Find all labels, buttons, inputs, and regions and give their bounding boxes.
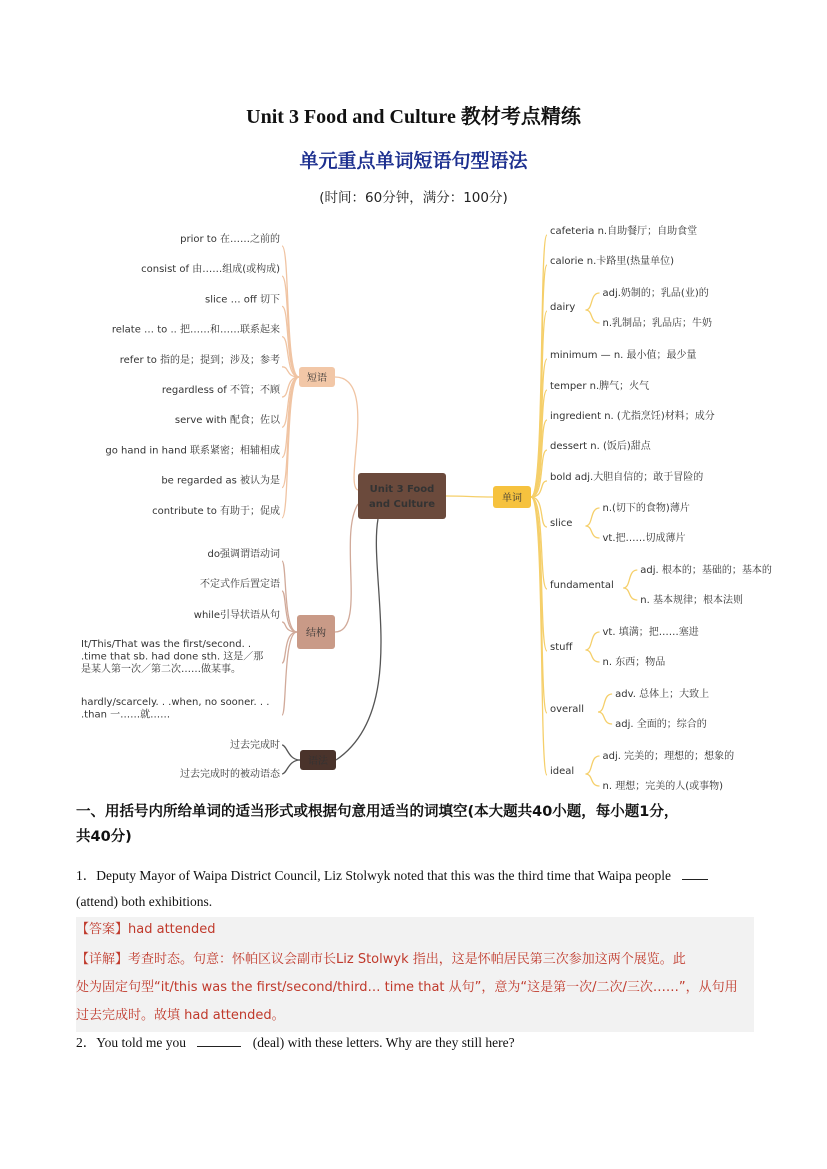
structure-item: .than 一……就……: [81, 709, 171, 721]
word-item: fundamental: [550, 580, 614, 591]
word-sub-item: vt. 填满；把……塞进: [602, 627, 699, 638]
word-sub-item: n. 东西；物品: [602, 657, 666, 668]
central-topic-label: Unit 3 Food: [369, 484, 435, 495]
section-heading: [76, 800, 756, 850]
word-item: cafeteria n.自助餐厅；自助食堂: [550, 226, 698, 237]
question-1-text: 1．Deputy Mayor of Waipa District Council, Liz Stolwyk noted that this was the third time that Waipa people: [76, 868, 671, 883]
question-1: [76, 862, 756, 889]
question-2-prefix: 2．You told me you: [76, 1035, 187, 1050]
grammar-node-label: 语法: [308, 756, 328, 767]
word-sub-connector: [586, 526, 600, 538]
word-sub-item: adj.奶制的；乳品(业)的: [602, 288, 709, 299]
phrase-item: serve with 配食；佐以: [174, 415, 280, 427]
structure-item: It/This/That was the first/second. .: [81, 639, 252, 650]
word-item: overall: [550, 704, 584, 715]
phrase-item: refer to 指的是；提到；涉及；参考: [119, 354, 280, 366]
word-sub-item: n. 理想；完美的人(或事物): [602, 781, 723, 792]
word-sub-connector: [586, 508, 600, 526]
explanation-line-1: 考查时态。句意：怀帕区议会副市长Liz Stolwyk 指出，这是怀帕居民第三次参加这两个展览。此: [128, 952, 686, 967]
answer-text: had attended: [128, 922, 216, 937]
section-heading-line-1: 一、用括号内所给单词的适当形式或根据句意用适当的词填空(本大题共40小题，每小题1分，: [76, 804, 679, 820]
word-sub-item: adj. 完美的；理想的；想象的: [602, 751, 735, 762]
word-item: stuff: [550, 642, 573, 653]
word-sub-connector: [586, 293, 600, 310]
section-heading-line-2: 共40分): [76, 829, 132, 845]
structure-item: hardly/scarcely. . .when, no sooner. . .: [81, 697, 270, 708]
word-sub-item: n. 基本规律；根本法则: [640, 595, 744, 606]
word-item: slice: [550, 518, 573, 529]
word-sub-connector: [623, 570, 637, 588]
word-sub-connector: [586, 632, 600, 650]
word-item: temper n.脾气；火气: [550, 381, 650, 392]
explanation-line-3: 过去完成时。故填 had attended。: [76, 1008, 285, 1023]
word-sub-item: adv. 总体上；大致上: [615, 689, 710, 700]
explanation-tag: 【详解】: [76, 952, 129, 967]
word-item: calorie n.卡路里(热量单位): [550, 256, 675, 267]
word-sub-connector: [598, 694, 612, 712]
structure-connector: [282, 632, 297, 715]
document-subtitle: 单元重点单词短语句型语法: [299, 150, 528, 172]
phrase-item: be regarded as 被认为是: [161, 475, 280, 487]
grammar-item: 过去完成时: [230, 740, 280, 751]
central-topic-node: [358, 473, 446, 519]
phrase-item: slice … off 切下: [205, 294, 280, 306]
word-item: dessert n. (饭后)甜点: [550, 441, 651, 452]
structures-branch-line: [335, 504, 358, 632]
word-sub-item: n.乳制品；乳品店；牛奶: [602, 318, 713, 329]
word-sub-item: adj. 全面的；综合的: [615, 719, 707, 730]
question-2-suffix: (deal) with these letters. Why are they still here?: [252, 1035, 515, 1050]
explanation: [76, 946, 752, 1030]
phrases-branch-line: [335, 377, 358, 490]
answer-blank[interactable]: [197, 1032, 241, 1047]
structure-item: 是某人第一次／第二次……做某事。: [81, 664, 241, 675]
structure-item: .time that sb. had done sth. 这是／那: [81, 651, 264, 663]
word-sub-connector: [623, 588, 637, 600]
word-sub-item: n.(切下的食物)薄片: [602, 503, 690, 514]
explanation-line-2: 处为固定句型“it/this was the first/second/third… time that 从句”，意为“这是第一次/二次/三次……”，从句用: [76, 980, 738, 995]
phrase-item: go hand in hand 联系紧密；相辅相成: [105, 445, 280, 457]
structure-item: do强调谓语动词: [207, 549, 280, 560]
structure-connector: [282, 591, 297, 632]
word-item: bold adj.大胆自信的；敢于冒险的: [550, 472, 704, 483]
word-sub-connector: [586, 310, 600, 323]
phrase-item: prior to 在……之前的: [180, 234, 280, 245]
mind-map: [75, 215, 795, 795]
grammar-connector: [282, 745, 300, 760]
question-2: [76, 1029, 756, 1056]
word-sub-item: adj. 根本的；基础的；基本的: [640, 565, 772, 576]
time-and-score: (时间：60分钟，满分：100分): [319, 190, 508, 206]
phrase-item: relate … to .. 把……和……联系起来: [111, 324, 280, 336]
structure-item: while引导状语从句: [193, 610, 280, 621]
word-sub-connector: [586, 650, 600, 662]
grammar-branch-line: [336, 519, 381, 760]
phrase-item: consist of 由……组成(或构成): [141, 264, 280, 276]
word-sub-connector: [598, 712, 612, 724]
document-title: Unit 3 Food and Culture 教材考点精练: [246, 106, 581, 128]
answer-line: [76, 920, 752, 940]
question-1-line-2: (attend) both exhibitions.: [76, 894, 213, 909]
word-item: minimum — n. 最小值；最少量: [550, 350, 697, 361]
grammar-connector: [282, 760, 300, 774]
central-topic-label: and Culture: [368, 499, 436, 510]
word-item: dairy: [550, 302, 576, 313]
word-sub-connector: [586, 756, 600, 774]
grammar-item: 过去完成时的被动语态: [180, 769, 280, 780]
phrase-item: contribute to 有助于；促成: [152, 505, 280, 517]
answer-blank[interactable]: [682, 865, 708, 880]
word-item: ingredient n. (尤指烹饪)材料；成分: [550, 411, 715, 422]
structure-item: 不定式作后置定语: [200, 579, 280, 590]
words-node-label: 单词: [502, 493, 522, 504]
phrases-node-label: 短语: [307, 373, 327, 384]
word-sub-item: vt.把……切成薄片: [602, 533, 686, 544]
words-branch-line: [446, 496, 493, 497]
word-item: ideal: [550, 766, 575, 777]
word-sub-connector: [586, 774, 600, 786]
answer-tag: 【答案】: [76, 922, 129, 937]
structures-node-label: 结构: [306, 628, 326, 639]
phrase-item: regardless of 不管；不顾: [161, 385, 280, 396]
